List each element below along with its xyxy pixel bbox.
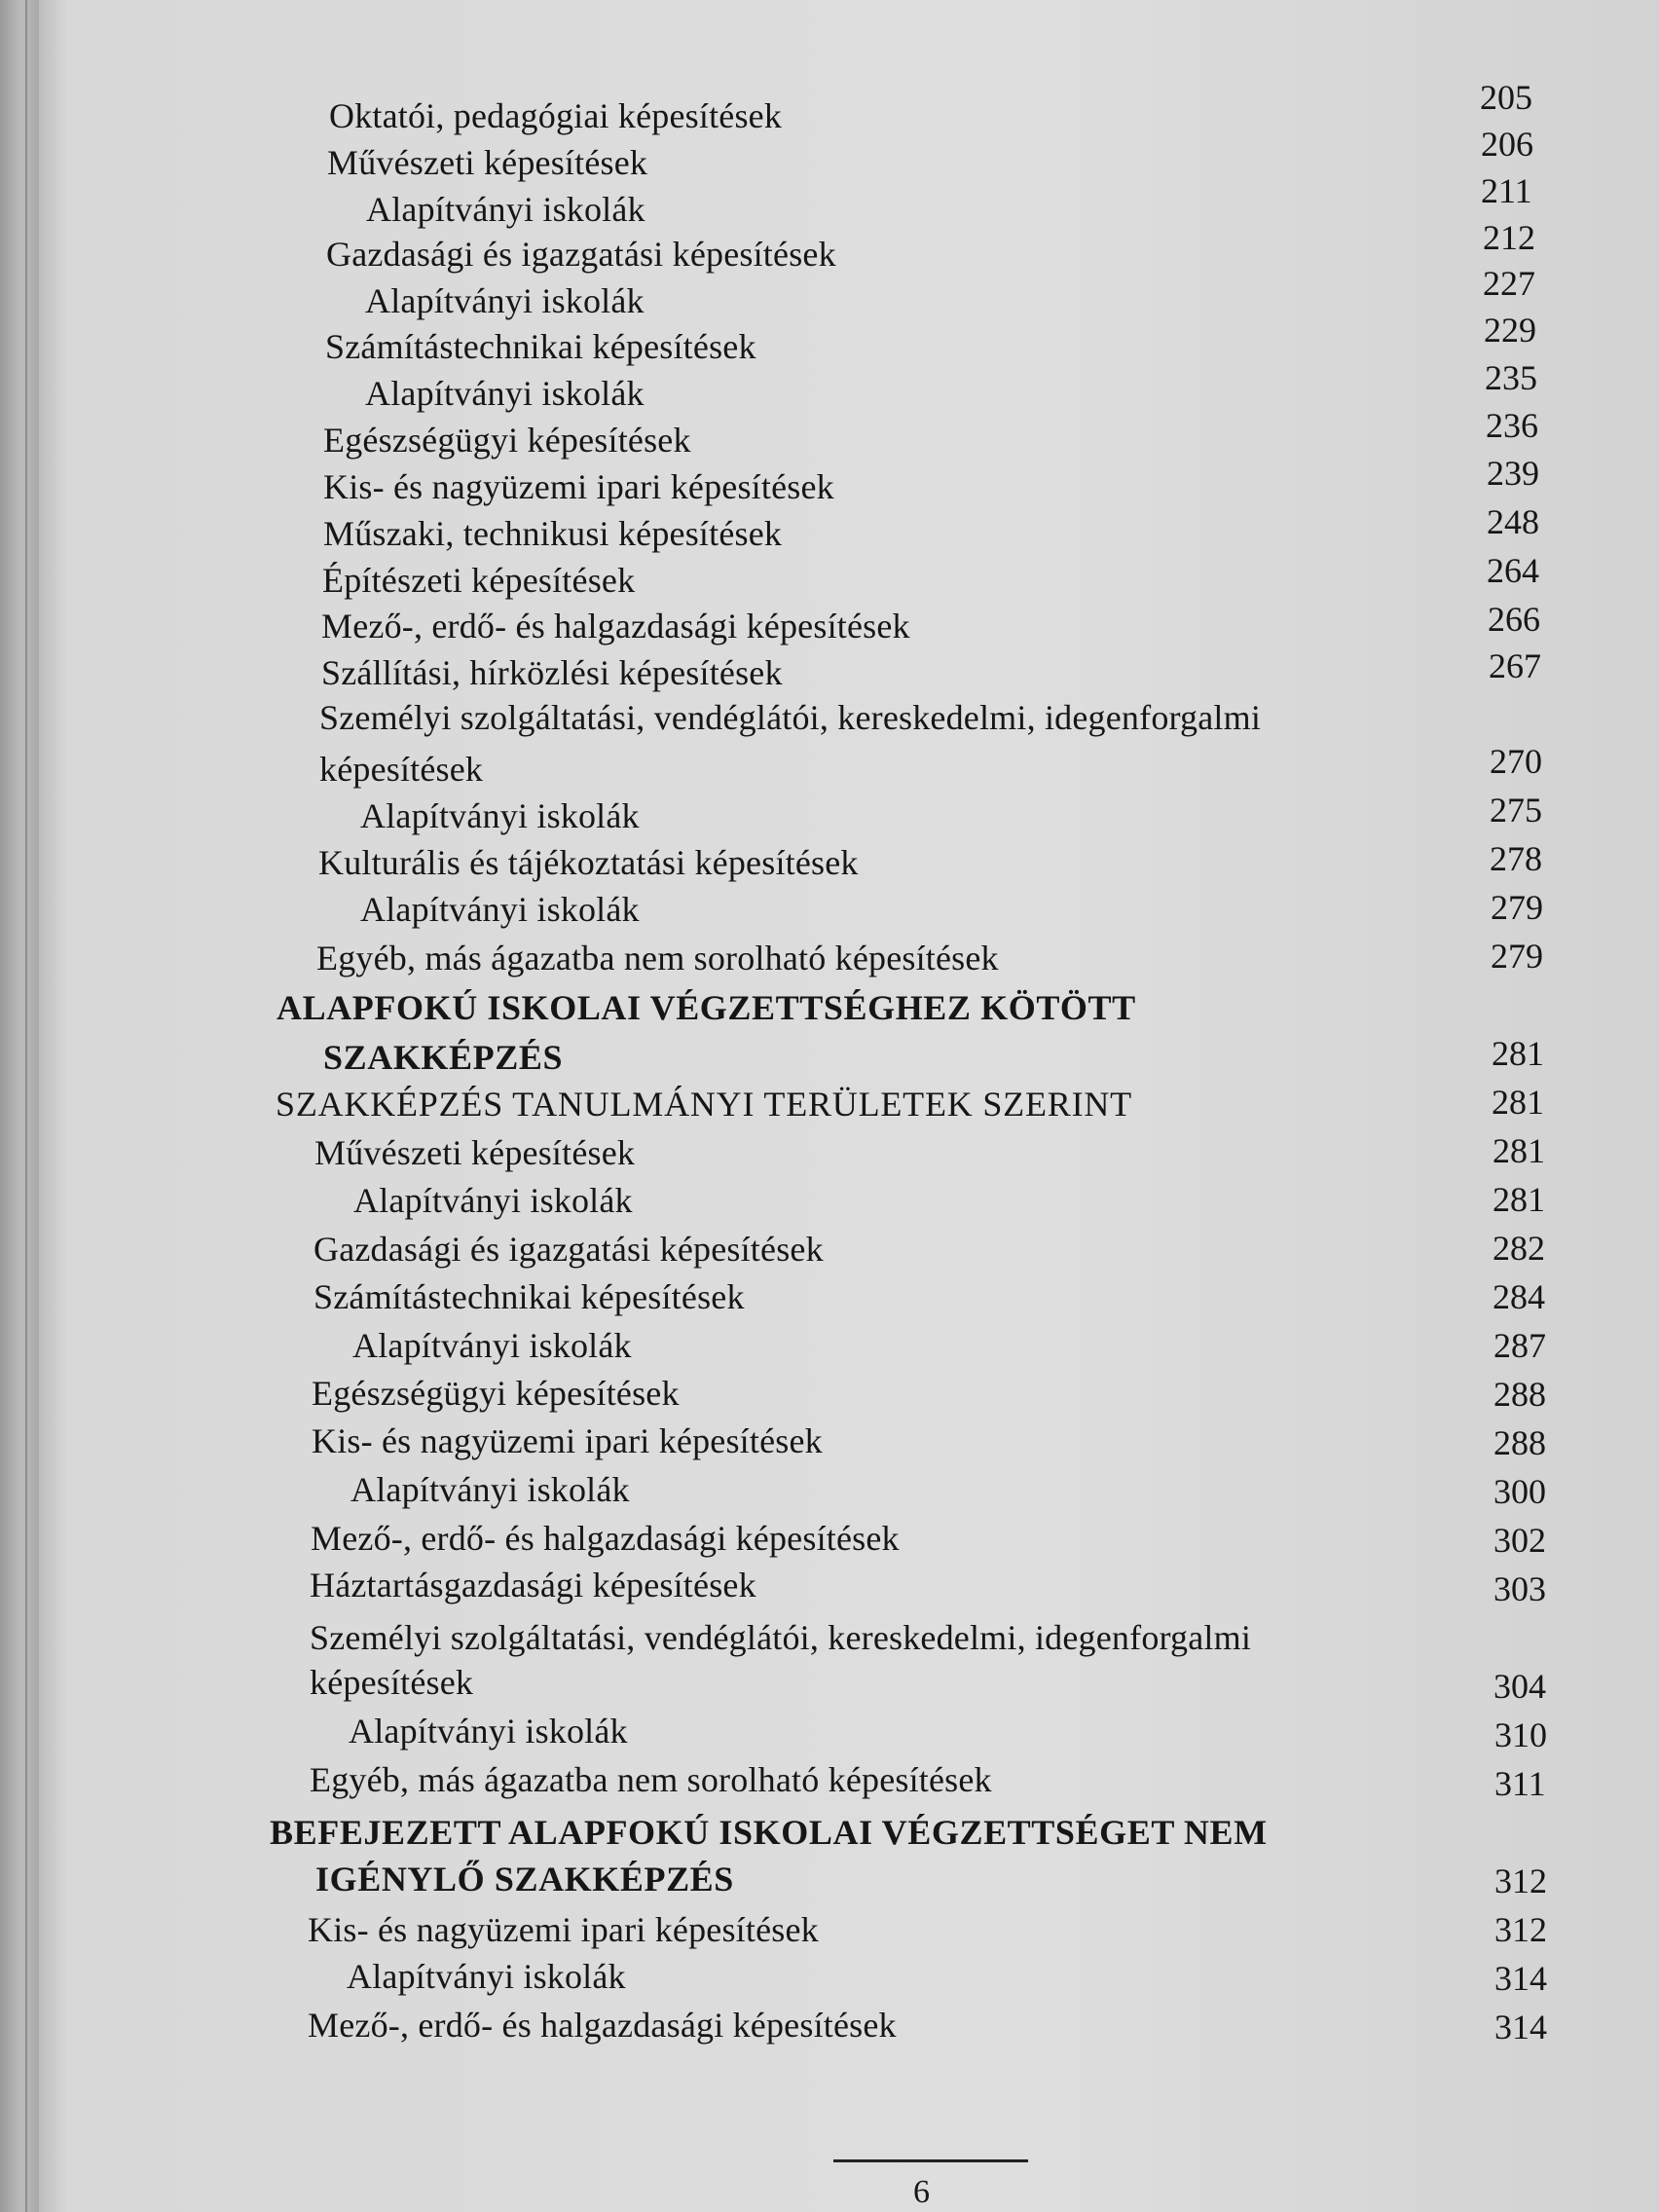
- toc-entry-page-number: 239: [1487, 454, 1539, 493]
- toc-entry-page-number: 235: [1485, 358, 1537, 397]
- toc-entry-label: Számítástechnikai képesítések: [325, 327, 756, 366]
- toc-entry-page-number: 229: [1484, 311, 1536, 350]
- toc-entry-page-number: 281: [1493, 1180, 1545, 1219]
- toc-entry-label: Mező-, erdő- és halgazdasági képesítések: [311, 1519, 900, 1558]
- footer-rule: [833, 2159, 1028, 2162]
- book-spine-edge: [0, 0, 39, 2212]
- toc-entry-page-number: 279: [1491, 937, 1543, 976]
- toc-entry-label: Személyi szolgáltatási, vendéglátói, kereskedelmi, idegenforgalmi: [319, 698, 1262, 737]
- toc-entry-page-number: 314: [1494, 1959, 1547, 1998]
- toc-entry-page-number: 288: [1493, 1423, 1546, 1462]
- toc-entry-label: Személyi szolgáltatási, vendéglátói, kereskedelmi, idegenforgalmi: [310, 1618, 1252, 1657]
- toc-entry-page-number: 282: [1493, 1229, 1545, 1268]
- toc-entry-label: Alapítványi iskolák: [353, 1181, 633, 1220]
- toc-entry-label: Szállítási, hírközlési képesítések: [321, 653, 783, 692]
- toc-entry-label: képesítések: [310, 1663, 474, 1702]
- toc-entry-page-number: 275: [1490, 791, 1542, 830]
- toc-entry-page-number: 279: [1491, 888, 1543, 927]
- toc-entry-page-number: 288: [1493, 1375, 1546, 1414]
- toc-entry-page-number: 264: [1487, 551, 1539, 590]
- toc-entry-label: Alapítványi iskolák: [365, 374, 645, 413]
- toc-entry-page-number: 281: [1492, 1034, 1544, 1073]
- toc-entry-page-number: 278: [1490, 839, 1542, 878]
- toc-entry-label: ALAPFOKÚ ISKOLAI VÉGZETTSÉGHEZ KÖTÖTT: [276, 988, 1136, 1027]
- toc-entry-label: BEFEJEZETT ALAPFOKÚ ISKOLAI VÉGZETTSÉGET NEM: [270, 1813, 1268, 1852]
- toc-entry-label: SZAKKÉPZÉS: [323, 1038, 564, 1077]
- toc-entry-page-number: 206: [1481, 125, 1533, 164]
- toc-entry-page-number: 236: [1486, 406, 1538, 445]
- toc-entry-label: Alapítványi iskolák: [360, 890, 640, 929]
- toc-entry-label: Kulturális és tájékoztatási képesítések: [318, 843, 859, 882]
- toc-entry-page-number: 300: [1493, 1472, 1546, 1511]
- toc-entry-label: Egészségügyi képesítések: [312, 1374, 680, 1413]
- toc-entry-label: Alapítványi iskolák: [366, 190, 645, 229]
- toc-entry-label: Művészeti képesítések: [314, 1133, 636, 1172]
- toc-entry-page-number: 211: [1481, 171, 1532, 210]
- toc-entry-label: Kis- és nagyüzemi ipari képesítések: [308, 1910, 819, 1949]
- toc-entry-page-number: 212: [1483, 218, 1535, 257]
- toc-entry-page-number: 267: [1489, 646, 1541, 685]
- toc-entry-label: Háztartásgazdasági képesítések: [310, 1566, 756, 1604]
- page-number: 6: [913, 2174, 930, 2210]
- toc-entry-label: képesítések: [319, 750, 484, 789]
- toc-entry-page-number: 281: [1492, 1083, 1544, 1122]
- toc-entry-label: Alapítványi iskolák: [360, 796, 640, 835]
- toc-entry-label: Mező-, erdő- és halgazdasági képesítések: [308, 2006, 897, 2045]
- toc-entry-label: Alapítványi iskolák: [350, 1470, 630, 1509]
- toc-entry-page-number: 287: [1493, 1326, 1546, 1365]
- toc-entry-label: Gazdasági és igazgatási képesítések: [313, 1230, 824, 1269]
- toc-entry-label: Alapítványi iskolák: [352, 1326, 632, 1365]
- toc-entry-label: Alapítványi iskolák: [349, 1712, 628, 1751]
- toc-entry-label: Mező-, erdő- és halgazdasági képesítések: [321, 607, 910, 645]
- toc-entry-label: Kis- és nagyüzemi ipari képesítések: [312, 1421, 823, 1460]
- toc-entry-page-number: 303: [1493, 1569, 1546, 1608]
- toc-entry-page-number: 302: [1493, 1521, 1546, 1560]
- toc-entry-label: Alapítványi iskolák: [347, 1957, 626, 1996]
- toc-entry-label: Építészeti képesítések: [322, 561, 636, 600]
- toc-entry-page-number: 284: [1493, 1277, 1545, 1316]
- toc-entry-label: SZAKKÉPZÉS TANULMÁNYI TERÜLETEK SZERINT: [276, 1085, 1132, 1124]
- toc-entry-page-number: 281: [1493, 1131, 1545, 1170]
- toc-entry-page-number: 304: [1493, 1667, 1546, 1706]
- toc-entry-page-number: 205: [1480, 78, 1532, 117]
- toc-entry-label: Egyéb, más ágazatba nem sorolható képesítések: [310, 1760, 992, 1799]
- toc-entry-label: Művészeti képesítések: [327, 143, 648, 182]
- toc-entry-label: Műszaki, technikusi képesítések: [323, 514, 783, 553]
- toc-entry-page-number: 266: [1488, 600, 1540, 639]
- toc-entry-page-number: 312: [1494, 1862, 1547, 1900]
- toc-entry-page-number: 248: [1487, 502, 1539, 541]
- book-page: [39, 0, 1659, 2212]
- toc-entry-page-number: 312: [1494, 1910, 1547, 1949]
- toc-entry-page-number: 310: [1494, 1715, 1547, 1754]
- toc-entry-label: Számítástechnikai képesítések: [313, 1277, 745, 1316]
- toc-entry-page-number: 227: [1483, 264, 1535, 303]
- toc-entry-label: Alapítványi iskolák: [365, 281, 645, 320]
- toc-entry-label: Kis- és nagyüzemi ipari képesítések: [323, 467, 834, 506]
- toc-entry-label: Egyéb, más ágazatba nem sorolható képesítések: [316, 939, 999, 977]
- toc-entry-label: Oktatói, pedagógiai képesítések: [329, 96, 783, 135]
- toc-entry-page-number: 270: [1490, 742, 1542, 781]
- toc-entry-label: IGÉNYLŐ SZAKKÉPZÉS: [315, 1860, 734, 1899]
- toc-entry-page-number: 314: [1494, 2008, 1547, 2046]
- toc-entry-page-number: 311: [1494, 1764, 1546, 1803]
- toc-entry-label: Egészségügyi képesítések: [323, 421, 691, 460]
- toc-entry-label: Gazdasági és igazgatási képesítések: [326, 235, 836, 274]
